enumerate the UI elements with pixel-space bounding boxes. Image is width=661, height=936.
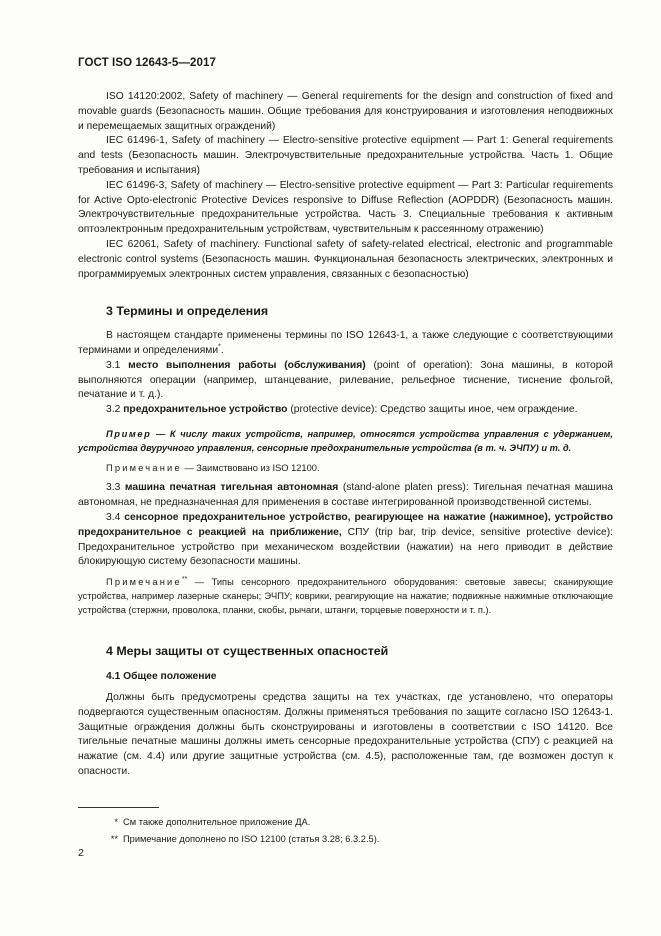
term-3-4-name: сенсорное предохранительное устройство, реагирующее на нажатие (нажимное), устройство предохранительное с реакцией на приближение, (78, 511, 613, 538)
example-block: Пример — К числу таких устройств, например, относятся устройства управления с удержанием, устройства двуручного управления, сенсорные предохранительные устройства (в т. ч. ЭЧПУ) и т. д. (78, 428, 613, 453)
footnotes (106, 814, 379, 847)
section-4-1-body: Должны быть предусмотрены средства защиты на тех участках, где установлено, что операторы подвергаются существенным опасностям. Должны применяться требования по защите согласно ISO 12643-1. Защитные ограждения должны быть сконструированы и изготовлены в соответствии с ISO 14120. Все тигельные печатные машины должны иметь сенсорные предохранительные устройства (СПУ) с реакцией на нажатие (см. 4.4) или другие защитные устройства (см. 4.5), расположенные там, где возможен доступ к опасности. (78, 692, 613, 778)
reference-iec-61496-1: IEC 61496-1, Safety of machinery — Electro-sensitive protective equipment — Part 1: General requirements and tests (Безопасность машин. Электрочувствительные предохранительные устройства. Часть 1. Общие требования и испытания) (78, 135, 613, 176)
note-1: Примечание — Заимствовано из ISO 12100. (106, 462, 320, 473)
footnote-divider (78, 807, 159, 808)
reference-iec-62061: IEC 62061, Safety of machinery. Functional safety of safety-related electrical, electronic and programmable electronic control systems (Безопасность машин. Функциональная безопасность электрических, электронных и программируемых электронных систем управления, связанных с безопасностью) (78, 238, 613, 280)
section-4-1-heading: 4.1 Общее положение (106, 671, 217, 683)
page-number: 2 (78, 847, 84, 859)
note-2: Примечание** — Типы сенсорного предохранительного оборудования: световые завесы; сканирующие устройства, например лазерные сканеры; ЭЧПУ; коврики, реагирующие на нажатие; подвижные нажимные отключающие устройства (стержни, проволока, планки, скобы, рычаги, штанги, торцевые поверхности и т. п.). (78, 576, 613, 615)
section-4-heading: 4 Меры защиты от существенных опасностей (106, 643, 389, 658)
document-header: ГОСТ ISO 12643-5—2017 (78, 57, 216, 69)
term-3-2-name: предохранительное устройство (123, 404, 288, 416)
term-3-1: 3.1 место выполнения работы (обслуживания) (point of operation): Зона машины, в которой выполняются операции (например, штанцевание, рилевание, рельефное тиснение, тиснение фольгой, печатание и т. д.). (78, 359, 613, 401)
term-3-4: 3.4 сенсорное предохранительное устройство, реагирующее на нажатие (нажимное), устройство предохранительное с реакцией на приближение, СПУ (trip bar, trip device, sensitive protective device): Предохранительное устройство при механическом воздействии (нажатии) на него приводит в действие блокирующую систему безопасности машины. (78, 511, 614, 568)
section-3-intro: В настоящем стандарте применены термины по ISO 12643-1, а также следующие с соответствующими терминами и определениями*. (78, 330, 613, 356)
reference-iso-14120: ISO 14120:2002, Safety of machinery — General requirements for the design and construction of fixed and movable guards (Безопасность машин. Общие требования для конструирования и изготовления неподвижных и перемещаемых защитных ограждений) (78, 91, 613, 132)
term-3-1-name: место выполнения работы (обслуживания) (128, 359, 366, 371)
term-3-3: 3.3 машина печатная тигельная автономная (stand-alone platen press): Тигельная печатная машина автономная, не предназначенная для применения в составе интегрированной производственной системы. (78, 482, 613, 509)
section-3-heading: 3 Термины и определения (106, 304, 269, 319)
footnote-2: ** Примечание дополнено по ISO 12100 (статья 3.28; 6.3.2.5). (110, 833, 380, 844)
term-3-2: 3.2 предохранительное устройство (protective device): Средство защиты иное, чем ограждение. (106, 404, 578, 416)
reference-iec-61496-3: IEC 61496-3, Safety of machinery — Electro-sensitive protective equipment — Part 3: Particular requirements for Active Opto-electronic Protective Devices responsive to Diffuse Reflection (AOPDDR) (Безопасность машин. Электрочувствительные предохранительные устройства. Часть 3. Специальные требования к активным оптоэлектронным предохранительным устройствам, чувствительным к рассеянному отражению) (78, 179, 613, 236)
term-3-3-name: машина печатная тигельная автономная (124, 482, 339, 494)
footnote-1: * См также дополнительное приложение ДА. (114, 817, 311, 827)
page-content (78, 90, 613, 780)
